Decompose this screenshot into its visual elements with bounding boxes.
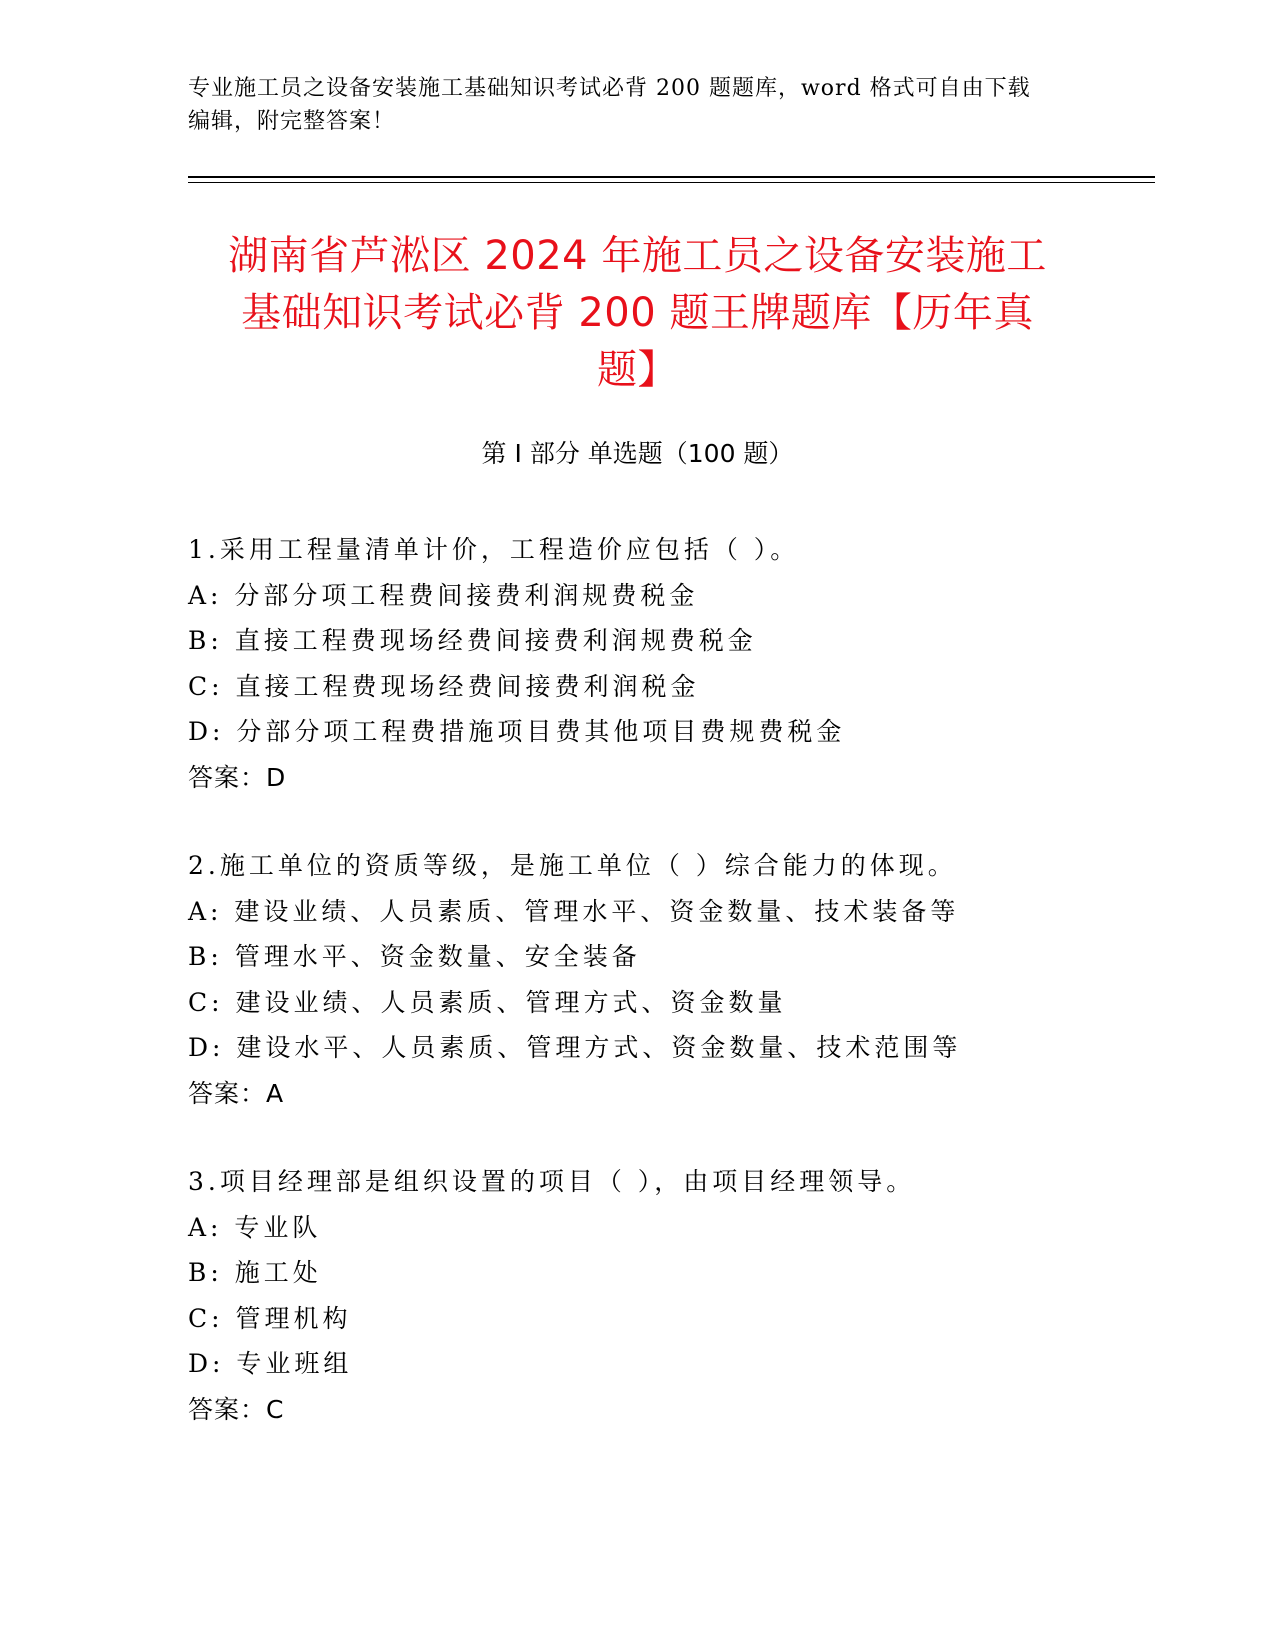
- question-1: [188, 527, 1148, 800]
- answer: 答案：D: [188, 762, 287, 792]
- option-c: C: 管理机构: [188, 1303, 352, 1333]
- option-d: D: 分部分项工程费措施项目费其他项目费规费税金: [188, 717, 846, 746]
- title-line-1: 湖南省芦淞区 2024 年施工员之设备安装施工: [228, 233, 1047, 279]
- question-2: [188, 843, 1148, 1116]
- option-d: D: 专业班组: [188, 1349, 353, 1378]
- option-a: A: 分部分项工程费间接费利润规费税金: [188, 580, 699, 610]
- header-rule-thick: [188, 176, 1155, 178]
- option-c: C: 直接工程费现场经费间接费利润税金: [188, 671, 700, 701]
- header-note-line-2: 编辑，附完整答案！: [188, 109, 396, 134]
- header-rule-thin: [188, 182, 1155, 183]
- document-title: [160, 228, 1115, 399]
- title-line-2: 基础知识考试必背 200 题王牌题库【历年真: [241, 290, 1034, 336]
- option-a: A: 专业队: [188, 1212, 322, 1242]
- option-c: C: 建设业绩、人员素质、管理方式、资金数量: [188, 987, 787, 1017]
- question-stem: 3.项目经理部是组织设置的项目（ ），由项目经理领导。: [188, 1167, 916, 1196]
- option-b: B: 直接工程费现场经费间接费利润规费税金: [188, 626, 757, 655]
- title-line-3: 题】: [597, 347, 678, 393]
- answer: 答案：A: [188, 1078, 285, 1108]
- option-b: B: 施工处: [188, 1258, 322, 1287]
- answer: 答案：C: [188, 1394, 285, 1424]
- question-list: [188, 527, 1148, 1475]
- option-a: A: 建设业绩、人员素质、管理水平、资金数量、技术装备等: [188, 896, 960, 926]
- header-note: [188, 72, 1088, 138]
- section-heading: 第 I 部分 单选题（100 题）: [481, 439, 794, 468]
- question-3: [188, 1159, 1148, 1432]
- option-d: D: 建设水平、人员素质、管理方式、资金数量、技术范围等: [188, 1033, 962, 1062]
- question-stem: 2.施工单位的资质等级，是施工单位（ ）综合能力的体现。: [188, 851, 957, 880]
- question-stem: 1.采用工程量清单计价，工程造价应包括（ ）。: [188, 535, 800, 564]
- header-note-line-1: 专业施工员之设备安装施工基础知识考试必背 200 题题库，word 格式可自由下载: [188, 76, 1031, 101]
- option-b: B: 管理水平、资金数量、安全装备: [188, 942, 641, 971]
